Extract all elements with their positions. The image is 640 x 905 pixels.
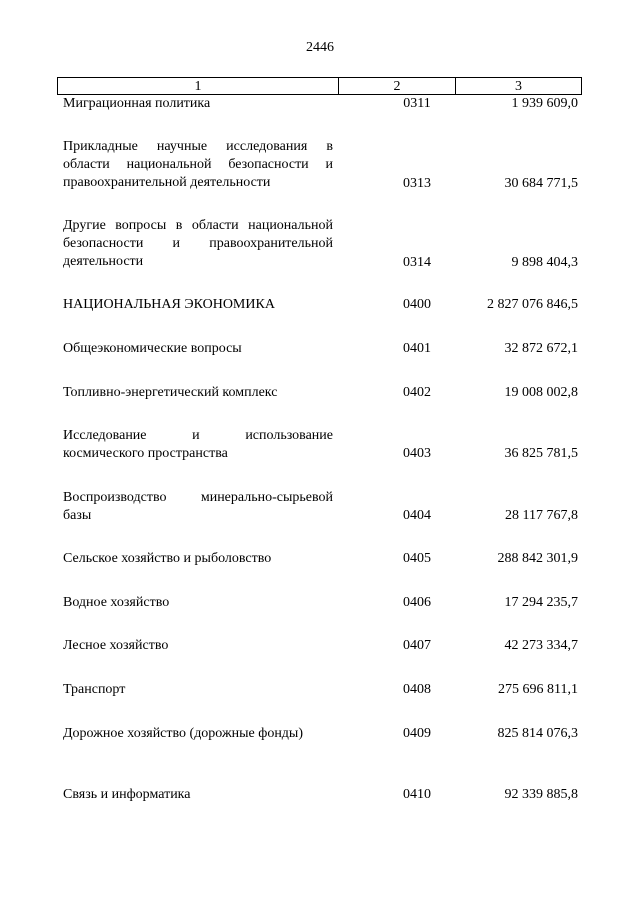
row-name: Транспорт bbox=[63, 682, 126, 697]
row-amount: 32 872 672,1 bbox=[504, 341, 578, 356]
row-name: Миграционная политика bbox=[63, 96, 211, 111]
row-name: Лесное хозяйство bbox=[63, 638, 169, 653]
row-code: 0407 bbox=[403, 638, 431, 653]
row-code: 0406 bbox=[403, 595, 431, 610]
row-name: Общеэкономические вопросы bbox=[63, 341, 242, 356]
row-name: Связь и информатика bbox=[63, 787, 191, 802]
row-name: Водное хозяйство bbox=[63, 595, 170, 610]
page-number: 2446 bbox=[306, 40, 334, 55]
row-amount: 2 827 076 846,5 bbox=[487, 297, 578, 312]
row-amount: 42 273 334,7 bbox=[504, 638, 578, 653]
row-code: 0403 bbox=[403, 446, 431, 461]
row-code: 0311 bbox=[403, 96, 431, 111]
row-name: Другие вопросы в области национальной безопасности и правоохранительной деятельности bbox=[63, 218, 333, 269]
column-header-1: 1 bbox=[58, 78, 339, 94]
row-code: 0410 bbox=[403, 787, 431, 802]
row-code: 0404 bbox=[403, 508, 431, 523]
row-amount: 92 339 885,8 bbox=[504, 787, 578, 802]
row-name: Воспроизводство минерально-сырьевой базы bbox=[63, 490, 333, 523]
row-amount: 1 939 609,0 bbox=[511, 96, 578, 111]
row-amount: 36 825 781,5 bbox=[504, 446, 578, 461]
row-code: 0400 bbox=[403, 297, 431, 312]
row-name: Дорожное хозяйство (дорожные фонды) bbox=[63, 726, 304, 741]
row-name: Сельское хозяйство и рыболовство bbox=[63, 551, 272, 566]
column-header-2: 2 bbox=[339, 78, 456, 94]
row-name: НАЦИОНАЛЬНАЯ ЭКОНОМИКА bbox=[63, 297, 275, 312]
row-amount: 825 814 076,3 bbox=[497, 726, 578, 741]
row-amount: 28 117 767,8 bbox=[505, 508, 578, 523]
row-code: 0401 bbox=[403, 341, 431, 356]
row-name: Прикладные научные исследования в области национальной безопасности и правоохранительной деятельности bbox=[63, 139, 333, 190]
row-code: 0402 bbox=[403, 385, 431, 400]
row-name: Исследование и использование космического пространства bbox=[63, 428, 333, 461]
row-code: 0405 bbox=[403, 551, 431, 566]
row-amount: 288 842 301,9 bbox=[497, 551, 578, 566]
row-amount: 19 008 002,8 bbox=[504, 385, 578, 400]
row-code: 0313 bbox=[403, 176, 431, 191]
row-code: 0314 bbox=[403, 255, 431, 270]
row-code: 0409 bbox=[403, 726, 431, 741]
column-header-3: 3 bbox=[515, 79, 522, 94]
row-amount: 275 696 811,1 bbox=[498, 682, 578, 697]
row-name: Топливно-энергетический комплекс bbox=[63, 385, 278, 400]
row-code: 0408 bbox=[403, 682, 431, 697]
row-amount: 17 294 235,7 bbox=[504, 595, 578, 610]
row-amount: 9 898 404,3 bbox=[511, 255, 578, 270]
row-amount: 30 684 771,5 bbox=[504, 176, 578, 191]
table-header bbox=[57, 77, 582, 95]
